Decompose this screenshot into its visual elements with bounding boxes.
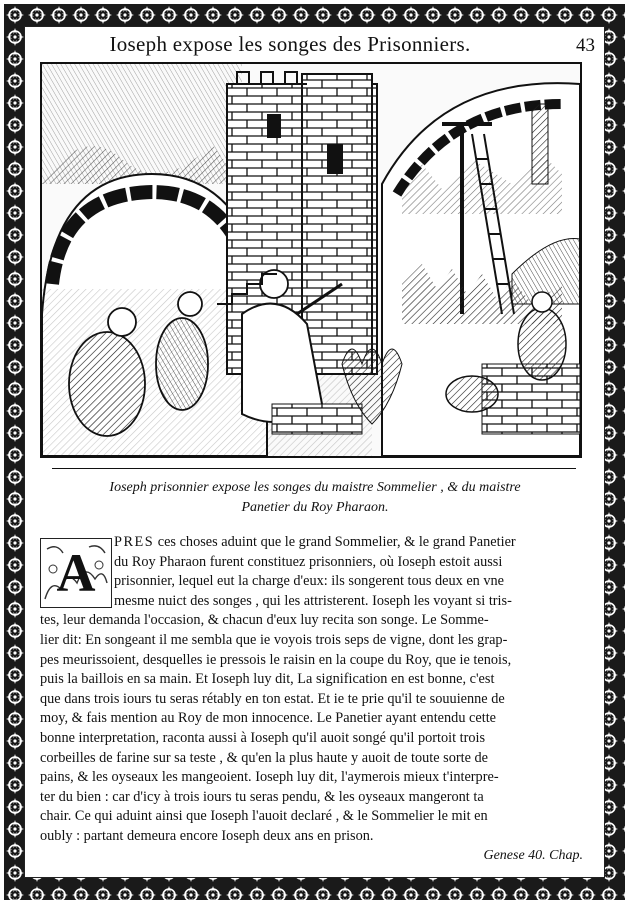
body-line: lier dit: En songeant il me sembla que ie voyois trois seps de vigne, dont les grap- <box>40 631 508 648</box>
body-line: oubly : partant demeura encore Ioseph deux ans en prison. <box>40 827 374 844</box>
body-line: puis la baillois en sa main. Et Ioseph luy dit, La signification en est bonne, c'est <box>40 671 495 688</box>
illustration-caption <box>70 478 560 518</box>
body-line: corbeilles de farine sur sa teste , & qu'en la plus haute y auoit de toute sorte de <box>40 749 489 766</box>
distant-tower <box>532 104 548 184</box>
caption-line-1: Ioseph prisonnier expose les songes du maistre Sommelier , & du maistre <box>109 480 521 495</box>
body-line: PRES ces choses aduint que le grand Sommelier, & le grand Panetier <box>114 534 516 550</box>
dropcap-letter: A <box>56 543 96 603</box>
body-line: que dans trois iours tu seras rétably en ton estat. Et ie te prie qu'il te souuienne de <box>40 690 505 707</box>
body-line: chair. Ce qui aduint ainsi que Ioseph l'auoit declaré , & le Sommelier le mit en <box>40 808 488 825</box>
body-line: bonne interpretation, raconta aussi à Ioseph qu'il auoit songé qu'il portoit trois <box>40 729 486 746</box>
pharaoh-figure <box>518 308 566 380</box>
prisoner-head-standing <box>178 292 202 316</box>
body-line: tes, leur demanda l'occasion, & chacun d'eux luy recita son songe. Le Somme- <box>40 612 489 629</box>
body-text <box>40 533 588 847</box>
woodcut-illustration <box>40 62 582 458</box>
body-line: pes meurissoient, desquelles ie pressois le raisin en la coupe du Roy, que ie tenois, <box>40 651 512 668</box>
kneeling-figure <box>446 376 498 412</box>
body-line: prisonnier, lequel eut la charge d'eux: ils songerent tous deux en vne <box>114 573 505 590</box>
stone-bench <box>272 404 362 434</box>
tower-window-2 <box>267 114 281 138</box>
body-line: pains, & les oyseaux les mangeoient. Ioseph luy dit, l'aymerois mieux t'interpre- <box>40 769 499 786</box>
caption-line-2: Panetier du Roy Pharaon. <box>241 500 389 515</box>
woodcut-scene <box>42 64 580 456</box>
body-line: ter du bien : car d'icy à trois iours tu seras pendu, & les oyseaux mangeront ta <box>40 788 484 805</box>
body-line: du Roy Pharaon furent constituez prisonniers, où Ioseph estoit aussi <box>114 553 503 570</box>
body-line: mesme nuict des songes , qui les attristerent. Ioseph les voyant si tris- <box>114 592 512 609</box>
tower-window <box>327 144 343 174</box>
page-title: Ioseph expose les songes des Prisonniers. <box>109 32 471 56</box>
prisoner-standing <box>156 318 208 410</box>
body-line: moy, & fais mention au Roy de mon innocence. Le Panetier ayant entendu cette <box>40 710 497 727</box>
tower-round <box>302 74 372 374</box>
prisoner-head-left <box>108 308 136 336</box>
prisoner-seated-left <box>69 332 145 436</box>
caption-rule <box>52 468 576 469</box>
pharaoh-head <box>532 292 552 312</box>
page-number: 43 <box>576 35 595 56</box>
scripture-reference: Genese 40. Chap. <box>483 848 583 863</box>
